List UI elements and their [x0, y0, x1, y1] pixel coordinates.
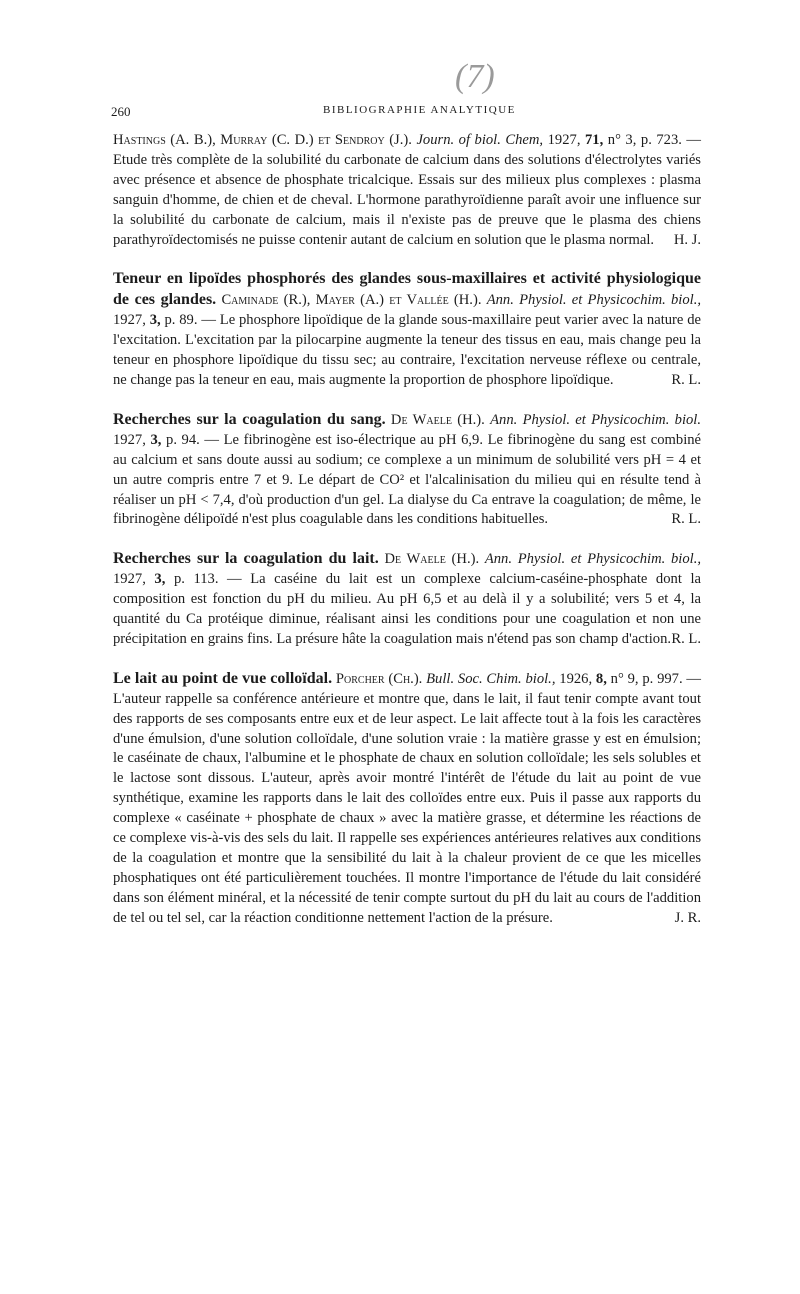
- entry-journal: Journ. of biol. Chem,: [416, 132, 544, 148]
- entry-volume: 8,: [595, 670, 607, 687]
- abstract-entry: [113, 131, 701, 250]
- entry-signature: R. L.: [671, 371, 701, 388]
- entry-title: Le lait au point de vue colloïdal.: [113, 669, 333, 687]
- page-header: [111, 58, 701, 119]
- entry-signature: R. L.: [671, 630, 701, 647]
- page-number: 260: [111, 104, 131, 119]
- abstract-entry: [113, 669, 701, 929]
- entry-signature: R. L.: [671, 511, 701, 528]
- entry-year: 1927,: [113, 571, 146, 588]
- entry-body: La caséine du lait est un complexe calcium-caséine-phosphate dont la composition est fonction du pH du milieu. Au pH 6,5 et au delà il y a solubilité; vers 5 et 4, la quantité du Ca protéique diminue, réalisant ainsi les conditions pour une coagulation et non une précipitation en grains fins. La présure hâte la coagulation mais n'étend pas son champ d'action.: [113, 571, 701, 647]
- entry-journal: Bull. Soc. Chim. biol.,: [426, 670, 556, 687]
- entry-year: 1927,: [113, 431, 146, 448]
- entry-reference: p. 113. —: [173, 571, 242, 588]
- abstract-entry: [113, 269, 701, 390]
- entry-authors: De Waele (H.).: [390, 411, 485, 428]
- abstract-entry: [113, 410, 701, 530]
- entry-signature: J. R.: [674, 909, 701, 926]
- entry-year: 1927,: [113, 312, 146, 329]
- entry-year: 1927,: [547, 132, 581, 148]
- entry-body: Le fibrinogène est iso-électrique au pH 6,9. Le fibrinogène du sang est combiné au calcium et sans doute aussi au sodium; ce complexe a un minimum de solubilité vers pH = 4 et un autre compris entre 7 et 9. Le départ de CO² et l'alcalinisation du milieu qui en résulte tend à réaliser un pH < 7,4, d'où production d'un gel. La dialyse du Ca entrave la coagulation; de même, le fibrinogène délipoïdé n'est plus coagulable dans les conditions habituelles.: [113, 431, 702, 528]
- entry-reference: n° 9, p. 997. —: [610, 670, 701, 687]
- page: [111, 58, 702, 926]
- entry-journal: Ann. Physiol. et Physicochim. biol.,: [486, 292, 702, 309]
- entry-signature: H. J.: [673, 231, 701, 248]
- entry-journal: Ann. Physiol. et Physicochim. biol.: [490, 411, 701, 428]
- entry-title: Recherches sur la coagulation du lait.: [113, 550, 379, 568]
- running-title: BIBLIOGRAPHIE ANALYTIQUE: [323, 104, 516, 116]
- entry-title: Teneur en lipoïdes phosphorés des glandes sous-maxillaires et activité physiologique de ces glandes.: [113, 270, 701, 309]
- entry-volume: 3,: [154, 571, 166, 588]
- entry-reference: p. 89. —: [164, 312, 216, 329]
- entry-title: Recherches sur la coagulation du sang.: [113, 410, 386, 428]
- entry-body: Etude très complète de la solubilité du carbonate de calcium dans des solutions d'électrolytes variés avec présence et absence de phosphate tricalcique. Essais sur des milieux plus complexes : plasma sanguin d'homme, de chien et de cheval. L'hormone parathyroïdienne paraît avoir une influence sur la solubilité du carbonate de calcium, mais il n'existe pas de preuve que le plasma des chiens parathyroïdectomisés ne puisse contenir autant de calcium en solution que le plasma normal.: [113, 151, 701, 248]
- entry-year: 1926,: [559, 670, 593, 687]
- entry-volume: 71,: [585, 132, 604, 148]
- abstract-entry: [113, 549, 701, 650]
- article-list: [113, 131, 701, 929]
- entry-journal: Ann. Physiol. et Physicochim. biol.,: [484, 551, 702, 568]
- entry-authors: De Waele (H.).: [384, 551, 480, 568]
- entry-volume: 3,: [150, 431, 162, 448]
- entry-authors: Hastings (A. B.), Murray (C. D.) et Sendroy (J.).: [113, 132, 412, 148]
- entry-reference: n° 3, p. 723. —: [607, 132, 702, 148]
- entry-reference: p. 94. —: [166, 431, 219, 448]
- handwritten-annotation: (7): [455, 58, 495, 95]
- entry-body: Le phosphore lipoïdique de la glande sous-maxillaire peut varier avec la nature de l'excitation. L'excitation par la pilocarpine augmente la teneur des tissus en eau, mais change peu la teneur en phosphore lipoïdique du tissu sec; au contraire, l'excitation nerveuse réflexe ou centrale, ne change pas la teneur en eau, mais augmente la proportion de phosphore lipoïdique.: [113, 312, 701, 388]
- entry-authors: Caminade (R.), Mayer (A.) et Vallée (H.).: [221, 292, 482, 309]
- entry-authors: Porcher (Ch.).: [335, 670, 423, 687]
- entry-body: L'auteur rappelle sa conférence antérieure et montre que, dans le lait, il faut tenir compte avant tout des rapports de ses composants entre eux et de leur aspect. Le lait affecte tout à la fois les caractères d'une émulsion, d'une solution colloïdale, d'une solution vraie : la matière grasse y est en émulsion; le caséinate de chaux, l'albumine et le phosphate de chaux en solution colloïdale; les sels solubles et le lactose sont dissous. L'auteur, après avoir montré l'intérêt de l'étude du lait au point de vue synthétique, examine les rapports dans le lait des colloïdes entre eux. Puis il passe aux rapports du complexe « caséinate + phosphate de chaux » avec la matière grasse, et détermine les réactions de ce complexe vis-à-vis des sels du lait. Il rappelle ses expériences antérieures relatives aux conditions de la coagulation et montre que la sensibilité du lait à la chaleur provient de ce que les micelles phosphatiques ont été particulièrement touchées. Il montre l'importance de l'étude du lait considéré dans son élément minéral, et la nécessité de tenir compte surtout du pH du lait au cours de l'addition de tel ou tel sel, car la réaction conditionne nettement l'action de la présure.: [113, 690, 701, 926]
- entry-volume: 3,: [149, 312, 161, 329]
